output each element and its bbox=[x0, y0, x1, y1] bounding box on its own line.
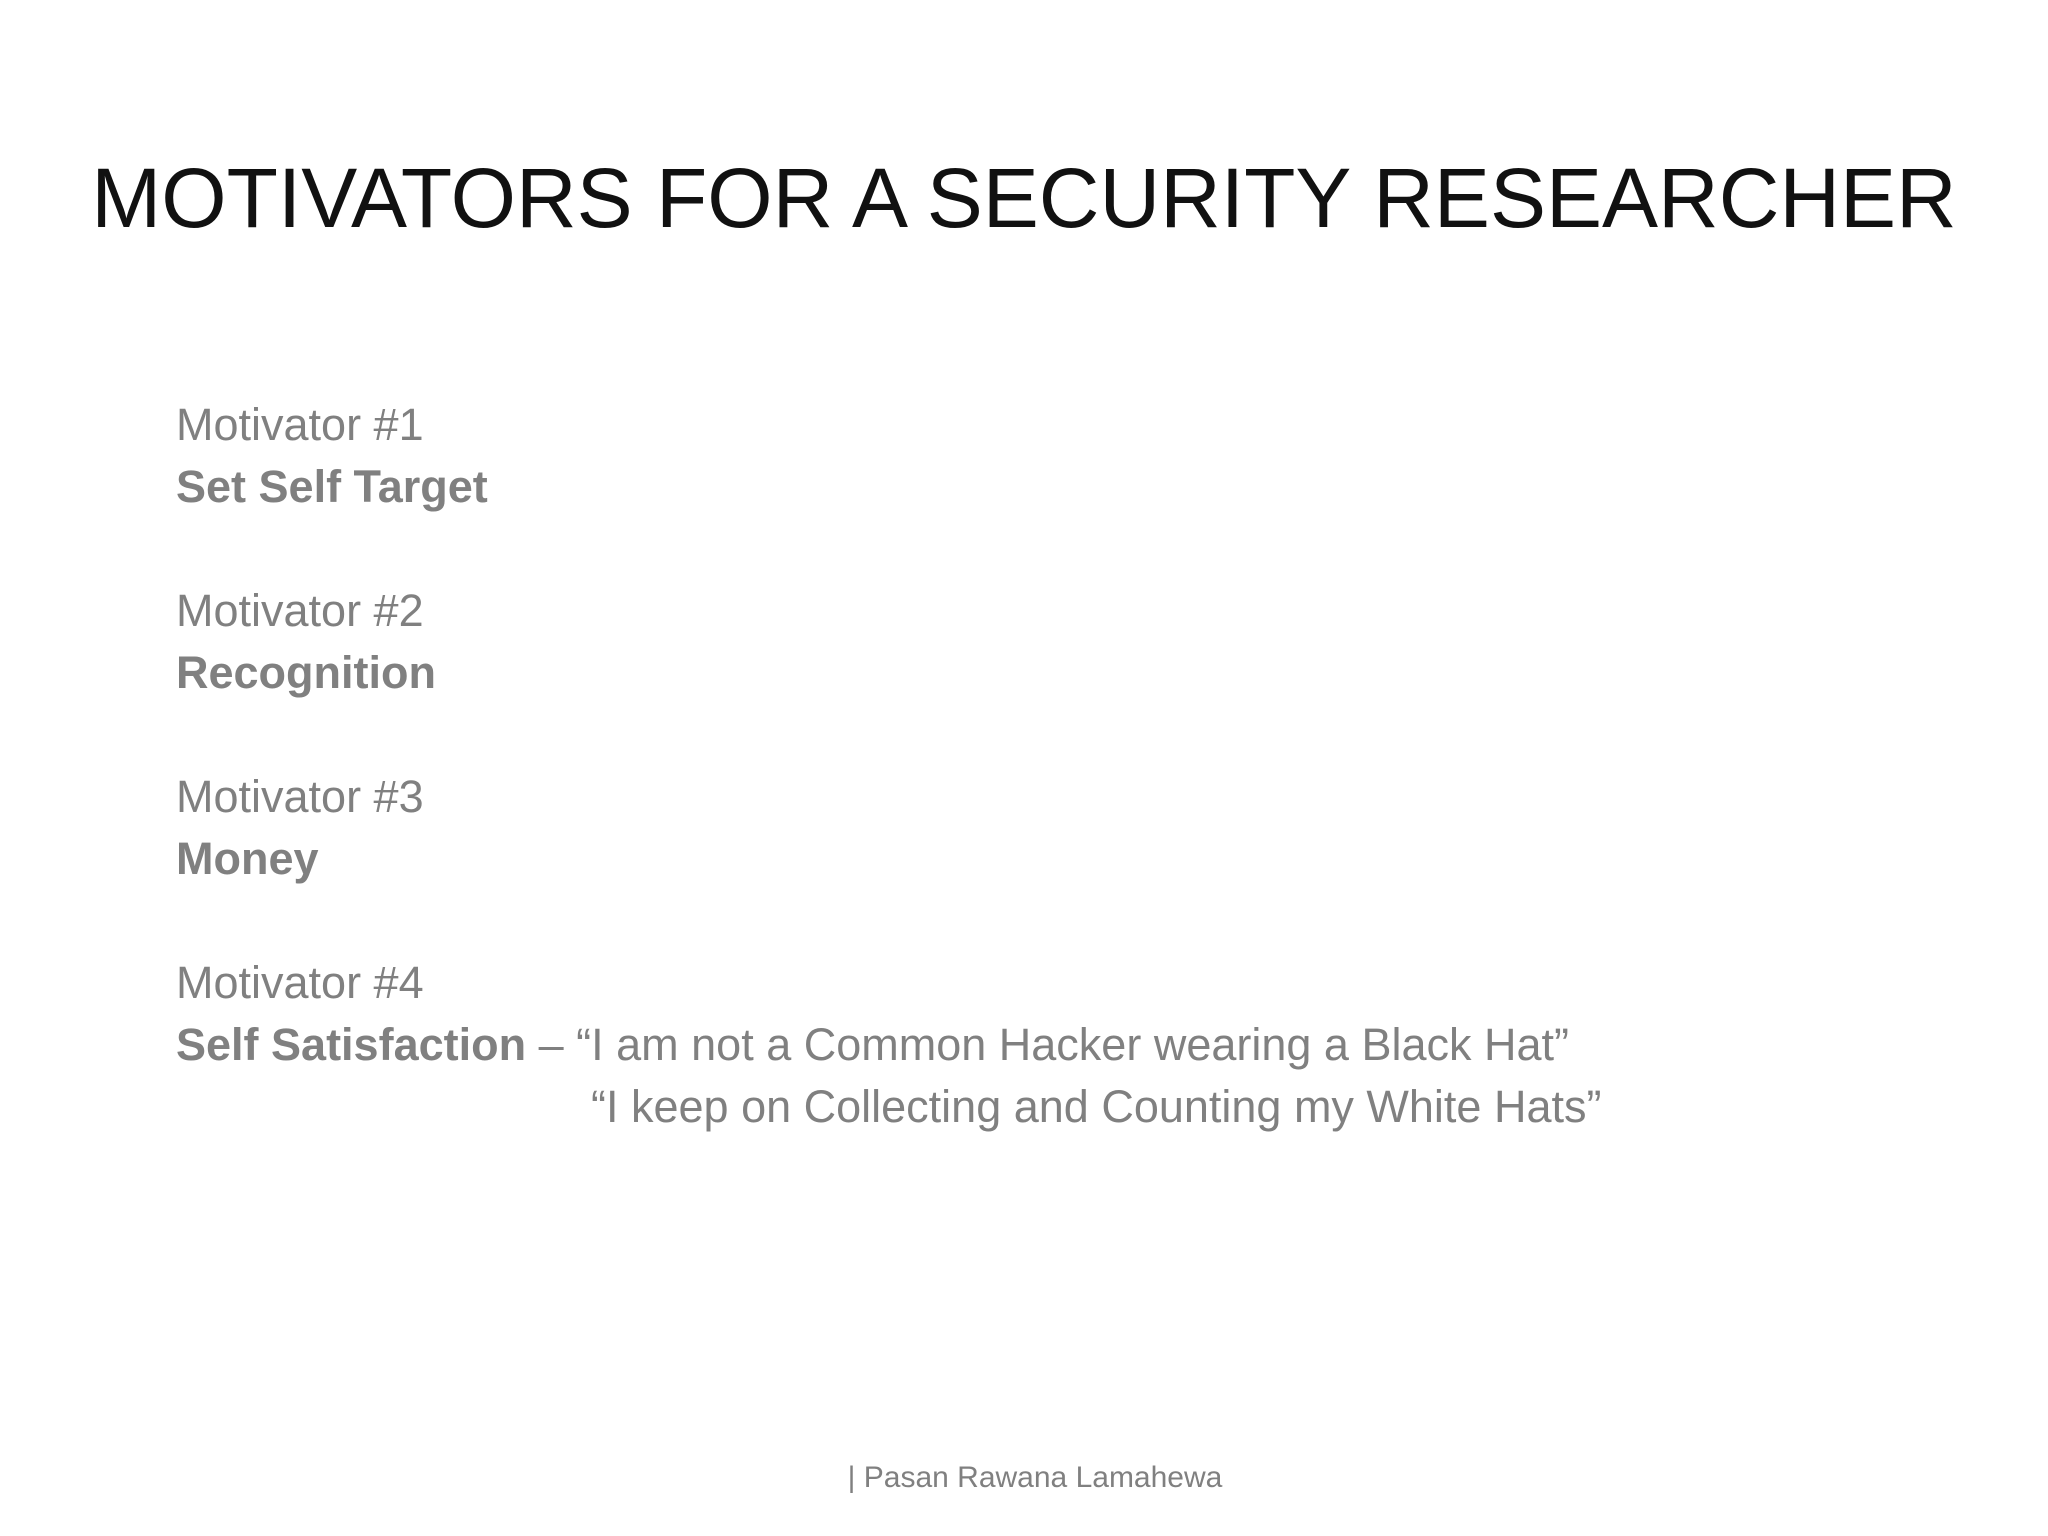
motivator-label: Motivator #1 bbox=[176, 399, 424, 450]
motivator-item-3 bbox=[176, 766, 1976, 890]
slide-title: MOTIVATORS FOR A SECURITY RESEARCHER bbox=[91, 151, 1957, 245]
motivator-separator: – bbox=[526, 1019, 577, 1070]
slide-footer bbox=[0, 1458, 2048, 1498]
motivator-value: Set Self Target bbox=[176, 461, 488, 512]
motivator-value-line bbox=[176, 1014, 1976, 1076]
motivator-item-1 bbox=[176, 394, 1976, 518]
motivator-item-2 bbox=[176, 580, 1976, 704]
motivator-label: Motivator #4 bbox=[176, 957, 424, 1008]
motivator-value: Self Satisfaction bbox=[176, 1019, 527, 1070]
motivator-label: Motivator #3 bbox=[176, 771, 424, 822]
motivator-label: Motivator #2 bbox=[176, 585, 424, 636]
author-credit: | Pasan Rawana Lamahewa bbox=[847, 1461, 1223, 1494]
motivator-value: Money bbox=[176, 833, 319, 884]
motivator-list bbox=[176, 394, 1976, 1200]
motivator-value: Recognition bbox=[176, 647, 436, 698]
motivator-quote-1: “I am not a Common Hacker wearing a Black Hat” bbox=[576, 1019, 1569, 1070]
motivator-quote-2: “I keep on Collecting and Counting my White Hats” bbox=[591, 1081, 1602, 1132]
motivator-item-4 bbox=[176, 952, 1976, 1138]
